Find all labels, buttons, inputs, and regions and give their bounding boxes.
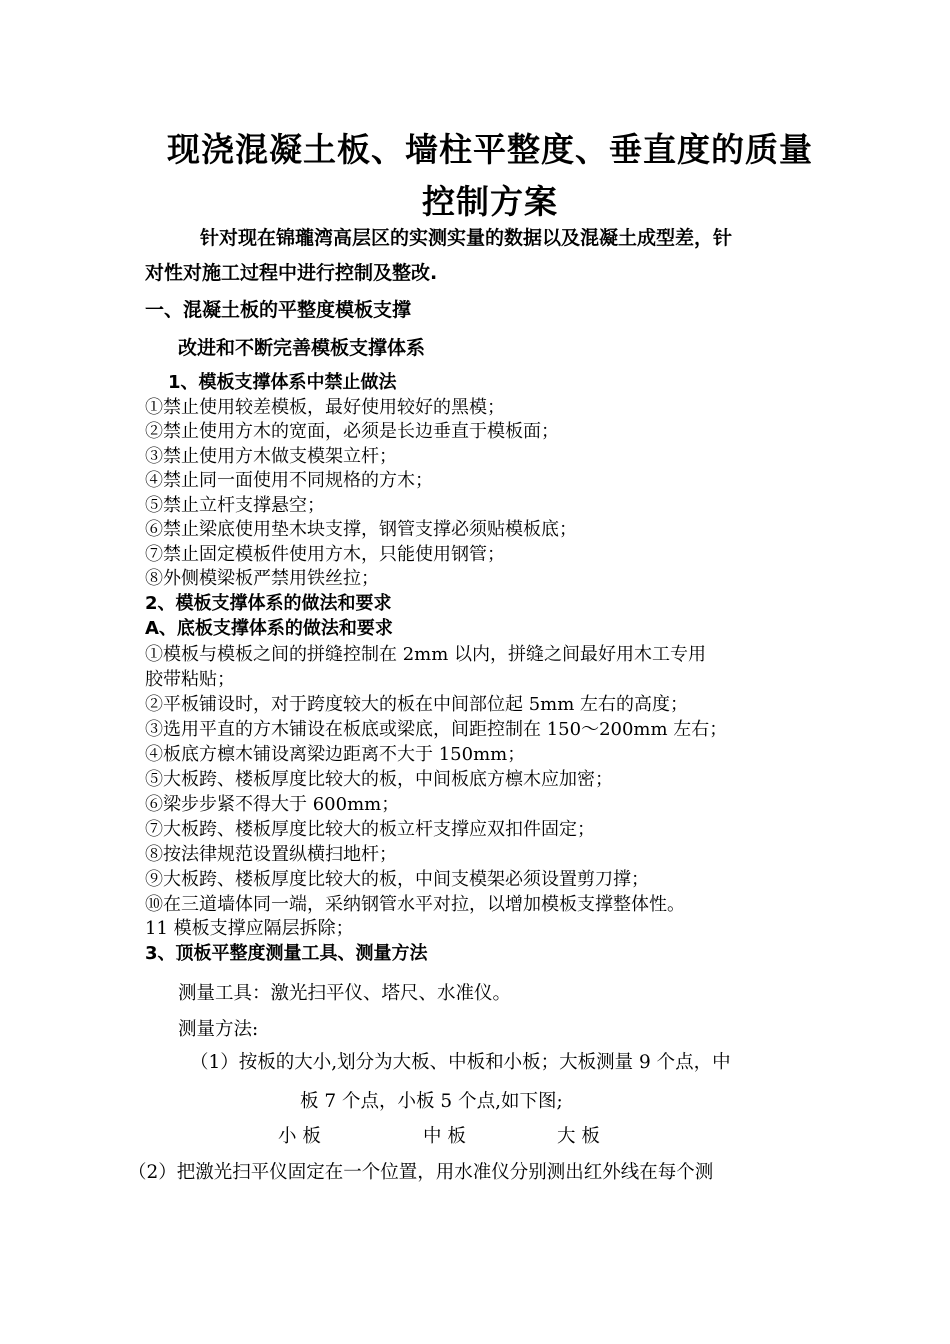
list-item: ⑤禁止立杆支撑悬空； [145,495,325,516]
list-item: ①禁止使用较差模板，最好使用较好的黑模； [145,397,505,418]
list-item: ⑤大板跨、楼板厚度比较大的板，中间板底方檩木应加密； [145,769,613,790]
list-item: ⑧按法律规范设置纵横扫地杆； [145,844,397,865]
list-item: ⑧外侧模梁板严禁用铁丝拉； [145,568,379,589]
list-item-continued: 胶带粘贴； [145,669,235,690]
intro-line2: 对性对施工过程中进行控制及整改. [145,262,438,284]
label-medium-slab: 中 板 [423,1126,466,1147]
label-large-slab: 大 板 [557,1126,600,1147]
heading-prohibited: 1、模板支撑体系中禁止做法 [168,372,397,393]
list-item: ①模板与模板之间的拼缝控制在 2mm 以内，拼缝之间最好用木工专用 [145,644,707,665]
list-item: ⑥梁步步紧不得大于 600mm； [145,794,400,815]
heading-measurement: 3、顶板平整度测量工具、测量方法 [145,943,428,964]
method-step1-line1: （1）按板的大小,划分为大板、中板和小板；大板测量 9 个点，中 [190,1052,731,1073]
section1-heading: 一、混凝土板的平整度模板支撑 [145,299,412,321]
list-item: ④板底方檩木铺设离梁边距离不大于 150mm； [145,744,526,765]
measurement-method: 测量方法: [178,1019,259,1040]
list-item: 11 模板支撑应隔层拆除； [145,918,354,939]
list-item: ③禁止使用方木做支模架立杆； [145,446,397,467]
label-small-slab: 小 板 [278,1126,321,1147]
section1-subheading: 改进和不断完善模板支撑体系 [178,337,426,359]
list-item: ③选用平直的方木铺设在板底或梁底，间距控制在 150～200mm 左右； [145,719,728,740]
list-item: ④禁止同一面使用不同规格的方木； [145,470,433,491]
measurement-tools: 测量工具：激光扫平仪、塔尺、水准仪。 [178,983,512,1004]
heading-support-requirements: 2、模板支撑体系的做法和要求 [145,593,392,614]
list-item: ⑥禁止梁底使用垫木块支撑，钢管支撑必须贴模板底； [145,519,577,540]
list-item: ⑦禁止固定模板件使用方木，只能使用钢管； [145,544,505,565]
list-item: ②平板铺设时，对于跨度较大的板在中间部位起 5mm 左右的高度； [145,694,689,715]
method-step2-line1: （2）把激光扫平仪固定在一个位置，用水准仪分别测出红外线在每个测 [128,1162,714,1183]
document-title-line1: 现浇混凝土板、墙柱平整度、垂直度的质量 [167,130,813,169]
list-item: ②禁止使用方木的宽面，必须是长边垂直于模板面； [145,421,559,442]
method-step1-line2: 板 7 个点，小板 5 个点,如下图; [300,1091,563,1112]
list-item: ⑩在三道墙体同一端，采纳钢管水平对拉，以增加模板支撑整体性。 [145,894,685,915]
list-item: ⑨大板跨、楼板厚度比较大的板，中间支模架必须设置剪刀撑； [145,869,649,890]
document-title-line2: 控制方案 [422,182,558,221]
list-item: ⑦大板跨、楼板厚度比较大的板立杆支撑应双扣件固定； [145,819,595,840]
intro-line1: 针对现在锦瓏湾高层区的实测实量的数据以及混凝土成型差，针 [200,227,733,249]
heading-bottom-support: A、底板支撑体系的做法和要求 [145,618,393,639]
